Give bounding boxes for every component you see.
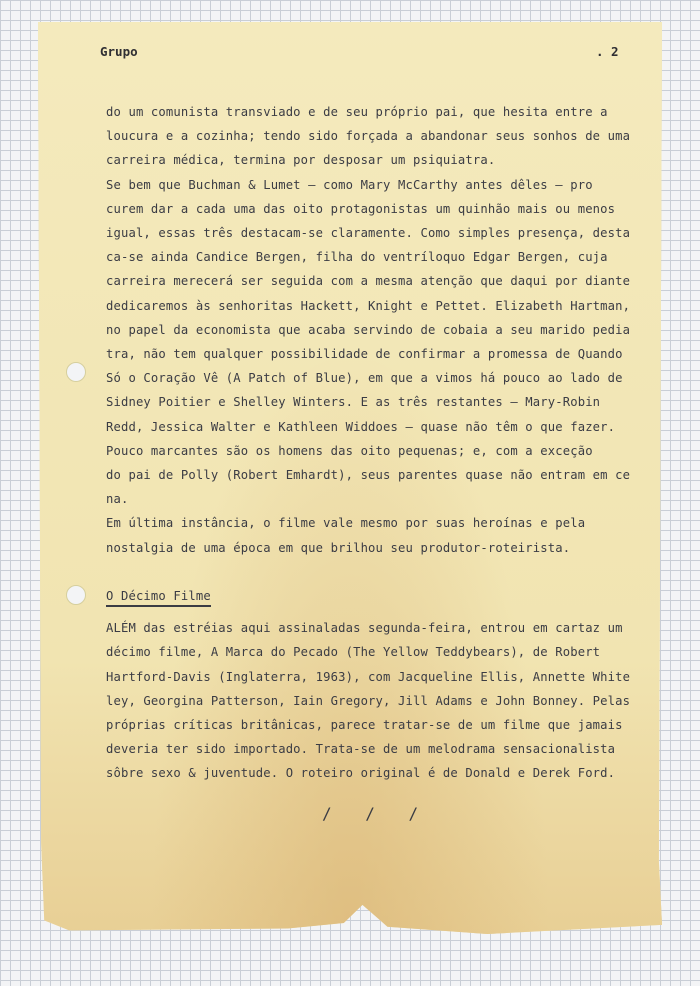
text-line: Pouco marcantes são os homens das oito pequenas; e, com a exceção (106, 443, 593, 458)
text-line: Em última instância, o filme vale mesmo por suas heroínas e pela (106, 516, 586, 531)
section-title: O Décimo Filme (106, 587, 211, 607)
text-line: ley, Georgina Patterson, Iain Gregory, Jill Adams e John Bonney. Pelas (106, 693, 631, 708)
punch-hole-bottom (66, 585, 86, 605)
text-line: ca-se ainda Candice Bergen, filha do ventríloquo Edgar Bergen, cuja (106, 250, 608, 265)
text-line: Redd, Jessica Walter e Kathleen Widdoes — quase não têm o que fazer. (106, 419, 616, 434)
spacer (106, 608, 626, 616)
text-line: ALÉM das estréias aqui assinaladas segunda-feira, entrou em cartaz um (106, 621, 623, 636)
article-body (106, 100, 631, 786)
text-line: carreira merecerá ser seguida com a mesma atenção que daqui por diante (106, 274, 631, 289)
text-line: dedicaremos às senhoritas Hackett, Knight e Pettet. Elizabeth Hartman, (106, 298, 631, 313)
text-line: nostalgia de uma época em que brilhou seu produtor-roteirista. (106, 540, 571, 555)
text-line: loucura e a cozinha; tendo sido forçada a abandonar seus sonhos de uma (106, 129, 631, 144)
text-line: igual, essas três destacam-se claramente. Como simples presença, desta (106, 226, 631, 241)
text-line: Só o Coração Vê (A Patch of Blue), em que a vimos há pouco ao lado de (106, 371, 623, 386)
text-line: décimo filme, A Marca do Pecado (The Yellow Teddybears), de Robert (106, 645, 601, 660)
text-line: curem dar a cada uma das oito protagonistas um quinhão mais ou menos (106, 201, 616, 216)
text-line: Sidney Poitier e Shelley Winters. E as três restantes — Mary-Robin (106, 395, 601, 410)
text-line: próprias críticas britânicas, parece tratar-se de um filme que jamais (106, 718, 623, 733)
text-line: na. (106, 492, 129, 507)
text-line: sôbre sexo & juventude. O roteiro original é de Donald e Derek Ford. (106, 766, 616, 781)
text-line: deveria ter sido importado. Trata-se de um melodrama sensacionalista (106, 742, 616, 757)
section-heading-line (106, 584, 626, 608)
end-mark: / / / (322, 804, 431, 823)
text-line: carreira médica, termina por desposar um psiquiatra. (106, 153, 496, 168)
punch-hole-top (66, 362, 86, 382)
text-line: Hartford-Davis (Inglaterra, 1963), com Jacqueline Ellis, Annette White (106, 669, 631, 684)
page-number: . 2 (596, 44, 619, 59)
text-line: do pai de Polly (Robert Emhardt), seus parentes quase não entram em ce (106, 468, 631, 483)
text-line: Se bem que Buchman & Lumet — como Mary McCarthy antes dêles — pro (106, 177, 593, 192)
text-line: tra, não tem qualquer possibilidade de confirmar a promessa de Quando (106, 347, 623, 362)
blank-line (106, 560, 626, 584)
text-line: do um comunista transviado e de seu próprio pai, que hesita entre a (106, 105, 608, 119)
header-title: Grupo (100, 44, 138, 59)
text-line: no papel da economista que acaba servindo de cobaia a seu marido pedia (106, 322, 631, 337)
